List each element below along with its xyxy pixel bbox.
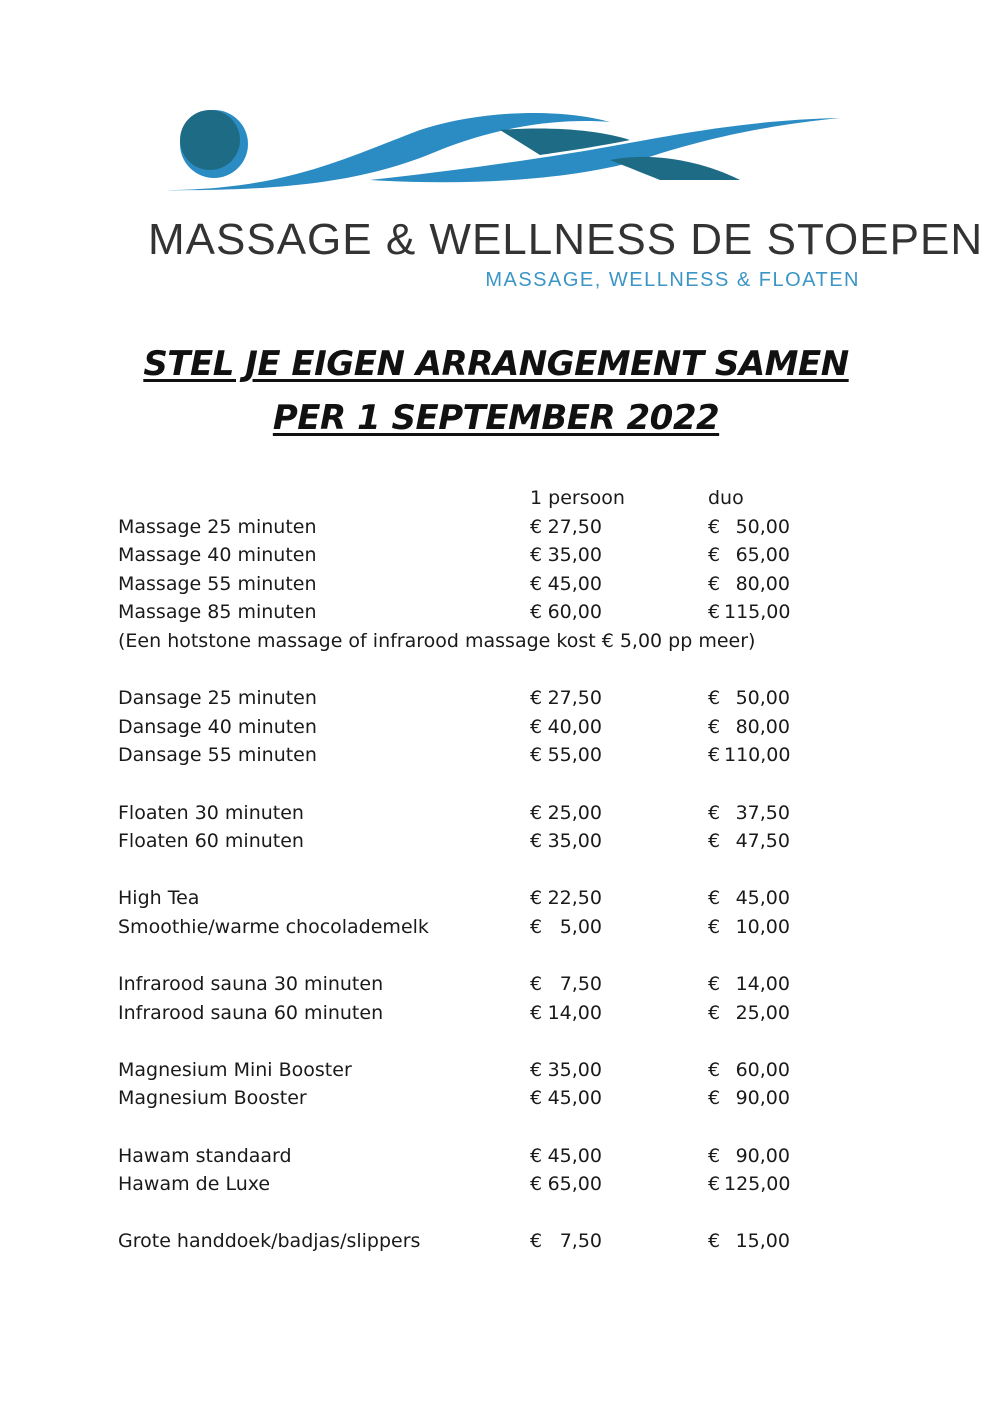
currency-symbol: € — [708, 687, 721, 710]
price-single — [530, 513, 602, 541]
price-duo — [708, 570, 790, 598]
price-duo — [708, 684, 790, 712]
service-name: Hawam de Luxe — [118, 1173, 271, 1196]
price-duo — [708, 799, 790, 827]
price-duo — [708, 513, 790, 541]
price-duo — [708, 541, 790, 569]
currency-symbol: € — [708, 887, 721, 910]
currency-symbol: € — [530, 544, 543, 567]
currency-symbol: € — [530, 572, 543, 595]
price-row — [118, 799, 878, 828]
price-single — [530, 570, 602, 598]
price-single — [530, 799, 602, 827]
service-name: Massage 85 minuten — [118, 601, 317, 624]
service-name: Massage 55 minuten — [118, 572, 317, 595]
currency-symbol: € — [530, 744, 543, 767]
brand-logo — [140, 100, 984, 300]
currency-symbol: € — [530, 801, 543, 824]
price-single — [530, 541, 602, 569]
price-single-amount: 45,00 — [547, 572, 602, 595]
price-single — [530, 1170, 602, 1198]
price-single — [530, 598, 602, 626]
service-name: Magnesium Booster — [118, 1087, 307, 1110]
price-duo — [708, 1056, 790, 1084]
group-spacer — [118, 656, 878, 685]
price-duo-amount: 45,00 — [735, 887, 790, 910]
currency-symbol: € — [708, 1058, 721, 1081]
price-note — [118, 627, 878, 656]
price-duo — [708, 741, 790, 769]
price-list — [118, 484, 878, 1256]
price-single — [530, 999, 602, 1027]
currency-symbol: € — [530, 1144, 543, 1167]
group-spacer — [118, 856, 878, 885]
service-name: Grote handdoek/badjas/slippers — [118, 1230, 421, 1253]
price-duo-amount: 110,00 — [724, 744, 791, 767]
currency-symbol: € — [708, 1173, 721, 1196]
price-row — [118, 741, 878, 770]
price-duo — [708, 1170, 790, 1198]
brand-name: MASSAGE & WELLNESS DE STOEPEN — [148, 215, 984, 264]
currency-symbol: € — [708, 1230, 721, 1253]
price-single-amount: 27,50 — [547, 515, 602, 538]
price-single — [530, 970, 602, 998]
price-single — [530, 884, 602, 912]
group-spacer — [118, 1113, 878, 1142]
price-duo-amount: 25,00 — [735, 1001, 790, 1024]
price-duo — [708, 970, 790, 998]
service-name: Hawam standaard — [118, 1144, 292, 1167]
price-duo — [708, 713, 790, 741]
group-spacer — [118, 942, 878, 971]
service-name: Infrarood sauna 60 minuten — [118, 1001, 384, 1024]
currency-symbol: € — [530, 973, 543, 996]
price-row — [118, 713, 878, 742]
brand-tagline: MASSAGE, WELLNESS & FLOATEN — [485, 269, 860, 291]
price-duo-amount: 37,50 — [735, 801, 790, 824]
price-single-amount: 35,00 — [547, 830, 602, 853]
price-duo-amount: 80,00 — [735, 715, 790, 738]
price-single-amount: 45,00 — [547, 1087, 602, 1110]
price-duo — [708, 999, 790, 1027]
currency-symbol: € — [708, 715, 721, 738]
price-row — [118, 570, 878, 599]
price-duo-amount: 90,00 — [735, 1144, 790, 1167]
price-row — [118, 1142, 878, 1171]
price-row — [118, 541, 878, 570]
price-duo — [708, 598, 790, 626]
currency-symbol: € — [530, 687, 543, 710]
currency-symbol: € — [708, 1001, 721, 1024]
price-row — [118, 684, 878, 713]
currency-symbol: € — [708, 830, 721, 853]
price-row — [118, 884, 878, 913]
figure-wave-logo-icon — [140, 100, 860, 210]
price-duo-amount: 80,00 — [735, 572, 790, 595]
price-row — [118, 598, 878, 627]
group-spacer — [118, 1027, 878, 1056]
price-duo-amount: 90,00 — [735, 1087, 790, 1110]
service-name: Massage 40 minuten — [118, 544, 317, 567]
currency-symbol: € — [530, 887, 543, 910]
price-row — [118, 913, 878, 942]
currency-symbol: € — [530, 915, 543, 938]
price-row — [118, 1056, 878, 1085]
currency-symbol: € — [530, 601, 543, 624]
price-single — [530, 1084, 602, 1112]
service-name: Floaten 30 minuten — [118, 801, 304, 824]
currency-symbol: € — [708, 1087, 721, 1110]
currency-symbol: € — [708, 915, 721, 938]
price-single — [530, 1227, 602, 1255]
price-duo-amount: 125,00 — [724, 1173, 791, 1196]
price-single — [530, 827, 602, 855]
currency-symbol: € — [708, 515, 721, 538]
price-duo-amount: 47,50 — [735, 830, 790, 853]
currency-symbol: € — [530, 1230, 543, 1253]
service-name: Dansage 55 minuten — [118, 744, 317, 767]
price-single — [530, 713, 602, 741]
price-duo-amount: 10,00 — [735, 915, 790, 938]
price-single-amount: 45,00 — [547, 1144, 602, 1167]
service-name: Massage 25 minuten — [118, 515, 317, 538]
price-single-amount: 22,50 — [547, 887, 602, 910]
price-single-amount: 35,00 — [547, 544, 602, 567]
price-duo — [708, 884, 790, 912]
price-row — [118, 513, 878, 542]
price-duo-amount: 50,00 — [735, 515, 790, 538]
price-duo-amount: 115,00 — [724, 601, 791, 624]
currency-symbol: € — [708, 801, 721, 824]
service-name: Dansage 25 minuten — [118, 687, 317, 710]
service-name: Dansage 40 minuten — [118, 715, 317, 738]
currency-symbol: € — [530, 1058, 543, 1081]
currency-symbol: € — [708, 744, 721, 767]
page-title: STEL JE EIGEN ARRANGEMENT SAMEN — [143, 344, 849, 384]
column-header-single: 1 persoon — [530, 487, 625, 509]
price-row — [118, 970, 878, 999]
currency-symbol: € — [708, 973, 721, 996]
price-single-amount: 35,00 — [547, 1058, 602, 1081]
price-duo-amount: 50,00 — [735, 687, 790, 710]
currency-symbol: € — [708, 601, 721, 624]
page-subtitle: PER 1 SEPTEMBER 2022 — [272, 398, 720, 438]
price-header-row — [118, 484, 878, 513]
price-duo-amount: 65,00 — [735, 544, 790, 567]
price-duo — [708, 1142, 790, 1170]
price-duo — [708, 1227, 790, 1255]
price-row — [118, 999, 878, 1028]
price-row — [118, 1227, 878, 1256]
price-duo-amount: 60,00 — [735, 1058, 790, 1081]
price-single-amount: 5,00 — [559, 915, 602, 938]
price-single-amount: 65,00 — [547, 1173, 602, 1196]
currency-symbol: € — [530, 830, 543, 853]
group-spacer — [118, 770, 878, 799]
price-single — [530, 1142, 602, 1170]
price-row — [118, 827, 878, 856]
currency-symbol: € — [530, 715, 543, 738]
price-duo — [708, 913, 790, 941]
price-single-amount: 60,00 — [547, 601, 602, 624]
service-name: Infrarood sauna 30 minuten — [118, 973, 384, 996]
price-duo — [708, 1084, 790, 1112]
currency-symbol: € — [708, 1144, 721, 1167]
price-single-amount: 55,00 — [547, 744, 602, 767]
price-single — [530, 741, 602, 769]
price-duo — [708, 827, 790, 855]
group-spacer — [118, 1199, 878, 1228]
price-single — [530, 684, 602, 712]
price-single — [530, 1056, 602, 1084]
price-single-amount: 25,00 — [547, 801, 602, 824]
price-row — [118, 1170, 878, 1199]
price-single-amount: 7,50 — [559, 973, 602, 996]
note-text: (Een hotstone massage of infrarood massage kost € 5,00 pp meer) — [118, 629, 756, 652]
currency-symbol: € — [530, 1087, 543, 1110]
service-name: Magnesium Mini Booster — [118, 1058, 352, 1081]
price-row — [118, 1084, 878, 1113]
price-single-amount: 27,50 — [547, 687, 602, 710]
column-header-duo: duo — [708, 487, 744, 509]
price-duo-amount: 15,00 — [735, 1230, 790, 1253]
service-name: High Tea — [118, 887, 200, 910]
currency-symbol: € — [530, 1001, 543, 1024]
service-name: Smoothie/warme chocolademelk — [118, 915, 429, 938]
price-single-amount: 7,50 — [559, 1230, 602, 1253]
service-name: Floaten 60 minuten — [118, 830, 304, 853]
currency-symbol: € — [530, 515, 543, 538]
price-duo-amount: 14,00 — [735, 973, 790, 996]
price-single-amount: 14,00 — [547, 1001, 602, 1024]
price-single — [530, 913, 602, 941]
currency-symbol: € — [708, 572, 721, 595]
currency-symbol: € — [708, 544, 721, 567]
price-single-amount: 40,00 — [547, 715, 602, 738]
currency-symbol: € — [530, 1173, 543, 1196]
